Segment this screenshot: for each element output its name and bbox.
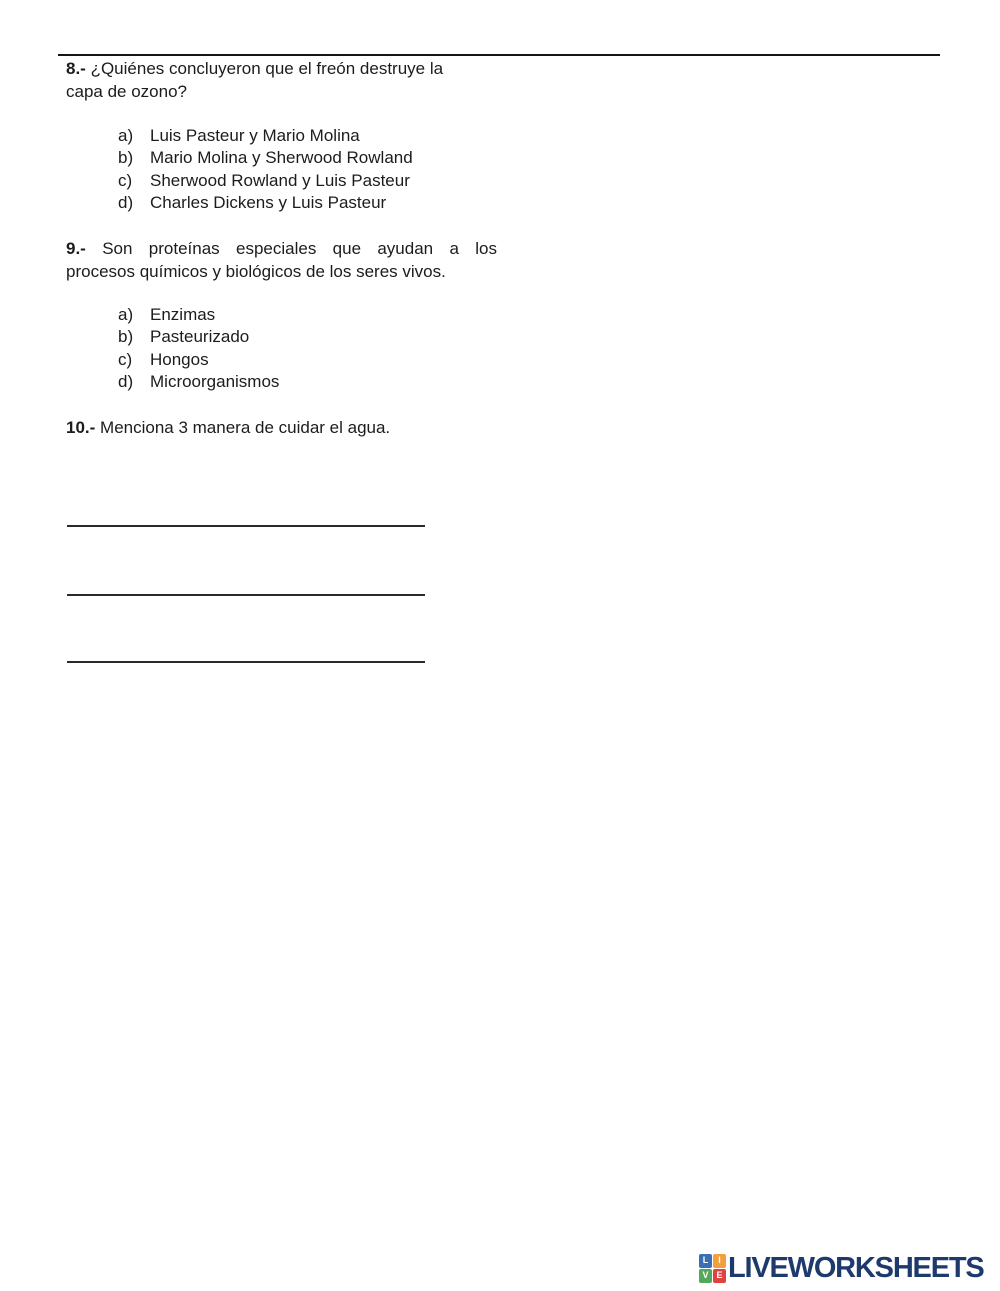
section-divider-line bbox=[58, 54, 940, 56]
logo-cell-i: I bbox=[713, 1254, 726, 1268]
logo-cell-e: E bbox=[713, 1269, 726, 1283]
question-10-text: Menciona 3 manera de cuidar el agua. bbox=[100, 418, 391, 437]
liveworksheets-logo[interactable] bbox=[699, 1253, 984, 1283]
question-9-option-b[interactable] bbox=[118, 326, 279, 348]
logo-cell-l: L bbox=[699, 1254, 712, 1268]
option-text: Pasteurizado bbox=[150, 327, 250, 347]
option-text: Enzimas bbox=[150, 305, 216, 324]
question-8-text-line-2: capa de ozono? bbox=[66, 82, 187, 101]
question-9-text-line-1 bbox=[66, 237, 497, 260]
liveworksheets-grid-icon bbox=[699, 1254, 726, 1283]
option-letter: a) bbox=[118, 305, 134, 324]
option-text: Hongos bbox=[150, 349, 209, 369]
option-letter: c) bbox=[118, 170, 133, 190]
question-10 bbox=[66, 416, 586, 439]
question-9-text: Son proteínas especiales que ayudan a los bbox=[102, 239, 497, 258]
option-letter: b) bbox=[118, 327, 134, 347]
question-8 bbox=[66, 57, 502, 103]
question-8-option-d[interactable] bbox=[118, 192, 413, 214]
question-8-options bbox=[118, 125, 413, 215]
answer-blank-2[interactable] bbox=[67, 594, 425, 596]
question-9-options bbox=[118, 304, 279, 394]
question-9-option-c[interactable] bbox=[118, 349, 279, 371]
question-8-option-c[interactable] bbox=[118, 170, 413, 192]
option-letter: b) bbox=[118, 148, 134, 168]
option-text: Microorganismos bbox=[150, 372, 280, 392]
option-letter: d) bbox=[118, 372, 134, 392]
option-letter: d) bbox=[118, 193, 134, 213]
logo-cell-v: V bbox=[699, 1269, 712, 1283]
answer-blank-3[interactable] bbox=[67, 661, 425, 663]
question-8-option-a[interactable] bbox=[118, 125, 413, 147]
question-10-number: 10.- bbox=[66, 418, 96, 437]
question-8-number: 8.- bbox=[66, 59, 86, 78]
question-10-text-line-1 bbox=[66, 416, 586, 439]
answer-blank-1[interactable] bbox=[67, 525, 425, 527]
question-8-option-b[interactable] bbox=[118, 147, 413, 169]
question-9-text-line-2: procesos químicos y biológicos de los seres vivos. bbox=[66, 262, 446, 281]
question-9-option-d[interactable] bbox=[118, 371, 279, 393]
option-letter: a) bbox=[118, 126, 134, 145]
liveworksheets-wordmark: LIVEWORKSHEETS bbox=[728, 1252, 984, 1284]
option-text: Charles Dickens y Luis Pasteur bbox=[150, 193, 387, 213]
question-8-text-line-1 bbox=[66, 57, 502, 80]
question-8-text: ¿Quiénes concluyeron que el freón destruye la bbox=[90, 59, 444, 78]
option-text: Luis Pasteur y Mario Molina bbox=[150, 126, 360, 145]
option-text: Mario Molina y Sherwood Rowland bbox=[150, 148, 413, 168]
option-letter: c) bbox=[118, 349, 133, 369]
question-9-number: 9.- bbox=[66, 239, 86, 258]
option-text: Sherwood Rowland y Luis Pasteur bbox=[150, 170, 410, 190]
question-9-option-a[interactable] bbox=[118, 304, 279, 326]
question-9 bbox=[66, 237, 497, 283]
